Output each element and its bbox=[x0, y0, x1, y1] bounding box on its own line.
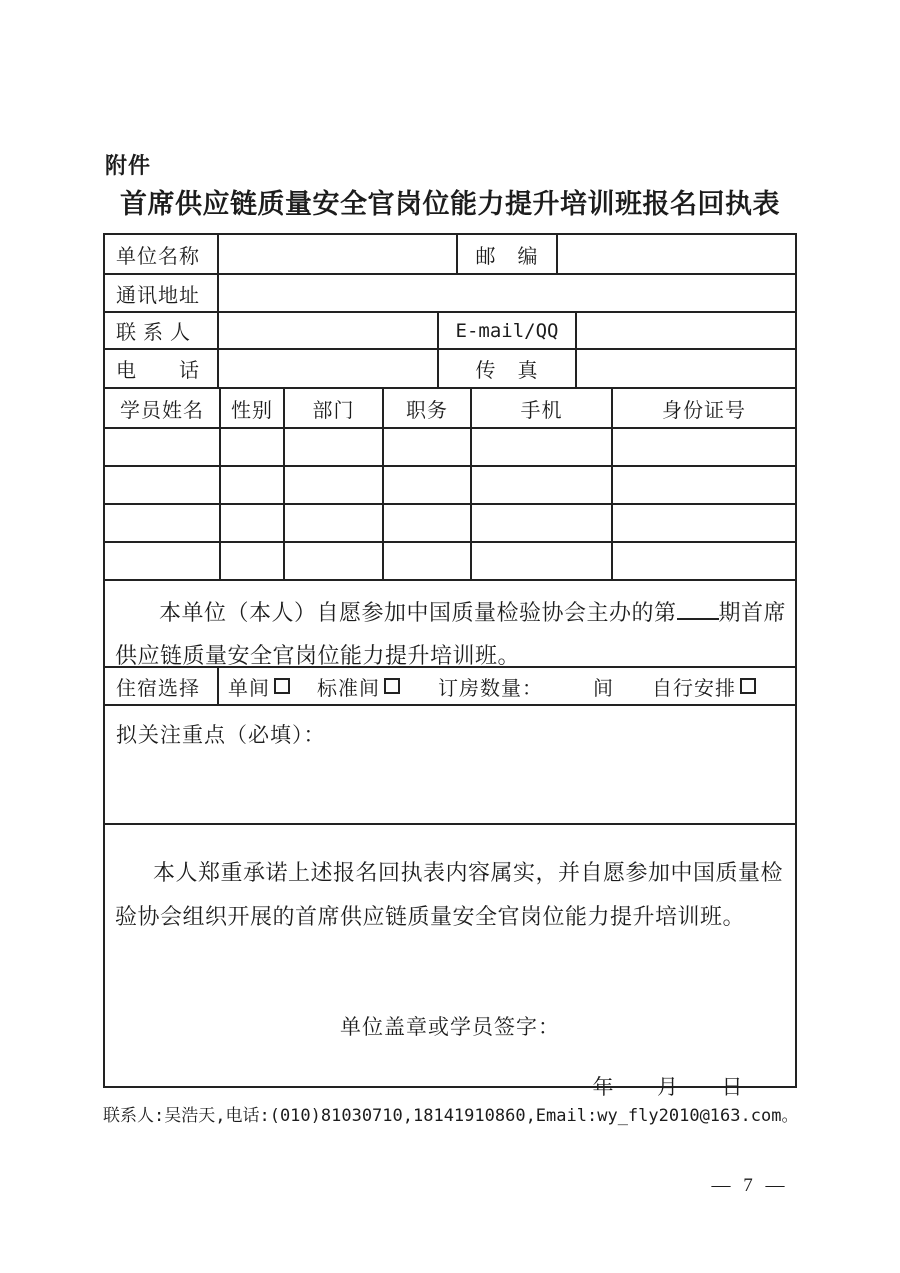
participation-statement bbox=[105, 581, 795, 677]
col-gender: 性别 bbox=[221, 389, 285, 427]
accommodation-options bbox=[219, 668, 795, 704]
registration-form-table bbox=[103, 233, 797, 1099]
student-name-field[interactable] bbox=[105, 543, 221, 579]
contact-person-field[interactable] bbox=[219, 313, 439, 348]
self-arrange-checkbox-icon[interactable] bbox=[740, 678, 756, 694]
pledge-row bbox=[105, 825, 795, 1099]
student-row bbox=[105, 505, 795, 543]
mobile-field[interactable] bbox=[472, 429, 613, 465]
gender-field[interactable] bbox=[221, 429, 285, 465]
id-number-field[interactable] bbox=[613, 429, 795, 465]
accommodation-row bbox=[105, 668, 795, 706]
col-student-name: 学员姓名 bbox=[105, 389, 221, 427]
pledge-text-line1: 本人郑重承诺上述报名回执表内容属实，并自愿参加中国质量检 bbox=[153, 860, 784, 885]
pledge-text-line2: 验协会组织开展的首席供应链质量安全官岗位能力提升培训班。 bbox=[115, 904, 746, 929]
mobile-field[interactable] bbox=[472, 467, 613, 503]
position-field[interactable] bbox=[384, 429, 472, 465]
row-contact-person bbox=[105, 313, 795, 350]
focus-label[interactable]: 拟关注重点（必填）： bbox=[116, 723, 326, 747]
students-header-row bbox=[105, 389, 795, 429]
signature-label[interactable]: 单位盖章或学员签字： bbox=[340, 1015, 560, 1039]
col-position: 职务 bbox=[384, 389, 472, 427]
option-self-arrange-label: 自行安排 bbox=[652, 677, 736, 700]
participation-text-after: 期首席 bbox=[718, 600, 787, 625]
student-name-field[interactable] bbox=[105, 429, 221, 465]
col-id-number: 身份证号 bbox=[662, 399, 746, 422]
rooms-unit-label: 间 bbox=[593, 677, 614, 700]
participation-statement-row bbox=[105, 581, 795, 668]
position-field[interactable] bbox=[384, 505, 472, 541]
gender-field[interactable] bbox=[221, 467, 285, 503]
row-phone-fax bbox=[105, 350, 795, 389]
gender-field[interactable] bbox=[221, 543, 285, 579]
standard-room-checkbox-icon[interactable] bbox=[384, 678, 400, 694]
student-name-field[interactable] bbox=[105, 505, 221, 541]
phone-label: 电 话 bbox=[105, 350, 219, 387]
participation-text-before: 本单位（本人）自愿参加中国质量检验协会主办的第 bbox=[159, 600, 677, 625]
position-field[interactable] bbox=[384, 467, 472, 503]
student-row bbox=[105, 467, 795, 505]
fax-field[interactable] bbox=[577, 350, 795, 387]
footer-contact-info: 联系人:吴浩天,电话:(010)81030710,18141910860,Email:wy_fly2010@163.com。 bbox=[103, 1106, 799, 1126]
attachment-label: 附件 bbox=[105, 153, 152, 178]
page-number: — 7 — bbox=[711, 1175, 789, 1196]
department-field[interactable] bbox=[285, 505, 384, 541]
student-row bbox=[105, 429, 795, 467]
id-number-field[interactable] bbox=[613, 543, 795, 579]
email-qq-field[interactable] bbox=[577, 313, 795, 348]
accommodation-label: 住宿选择 bbox=[105, 668, 219, 704]
address-field[interactable] bbox=[219, 275, 795, 311]
position-field[interactable] bbox=[384, 543, 472, 579]
email-qq-label: E-mail/QQ bbox=[439, 313, 577, 348]
focus-row bbox=[105, 706, 795, 825]
pledge-block bbox=[105, 825, 795, 1109]
fax-label: 传 真 bbox=[439, 350, 577, 387]
id-number-field[interactable] bbox=[613, 505, 795, 541]
single-room-checkbox-icon[interactable] bbox=[274, 678, 290, 694]
option-self-arrange bbox=[652, 672, 756, 701]
col-mobile: 手机 bbox=[472, 389, 613, 427]
option-standard-room-label: 标准间 bbox=[317, 677, 380, 700]
col-department: 部门 bbox=[285, 389, 384, 427]
contact-person-label: 联 系 人 bbox=[105, 313, 219, 348]
option-standard-room bbox=[317, 672, 400, 701]
department-field[interactable] bbox=[285, 467, 384, 503]
option-single-room bbox=[228, 672, 290, 701]
unit-name-field[interactable] bbox=[219, 235, 458, 273]
option-single-room-label: 单间 bbox=[228, 677, 270, 700]
department-field[interactable] bbox=[285, 543, 384, 579]
page-title: 首席供应链质量安全官岗位能力提升培训班报名回执表 bbox=[120, 189, 780, 219]
unit-name-label: 单位名称 bbox=[105, 235, 219, 273]
postal-code-label: 邮 编 bbox=[458, 235, 558, 273]
row-unit-name bbox=[105, 235, 795, 275]
participation-text-line2: 供应链质量安全官岗位能力提升培训班。 bbox=[115, 643, 521, 668]
row-address bbox=[105, 275, 795, 313]
address-label: 通讯地址 bbox=[105, 275, 219, 311]
postal-code-field[interactable] bbox=[558, 235, 795, 273]
session-number-blank[interactable] bbox=[677, 598, 719, 620]
department-field[interactable] bbox=[285, 429, 384, 465]
student-name-field[interactable] bbox=[105, 467, 221, 503]
student-row bbox=[105, 543, 795, 581]
mobile-field[interactable] bbox=[472, 543, 613, 579]
phone-field[interactable] bbox=[219, 350, 439, 387]
gender-field[interactable] bbox=[221, 505, 285, 541]
date-label: 年 月 日 bbox=[592, 1075, 743, 1099]
id-number-field[interactable] bbox=[613, 467, 795, 503]
mobile-field[interactable] bbox=[472, 505, 613, 541]
booking-quantity-label: 订房数量： bbox=[438, 677, 543, 700]
